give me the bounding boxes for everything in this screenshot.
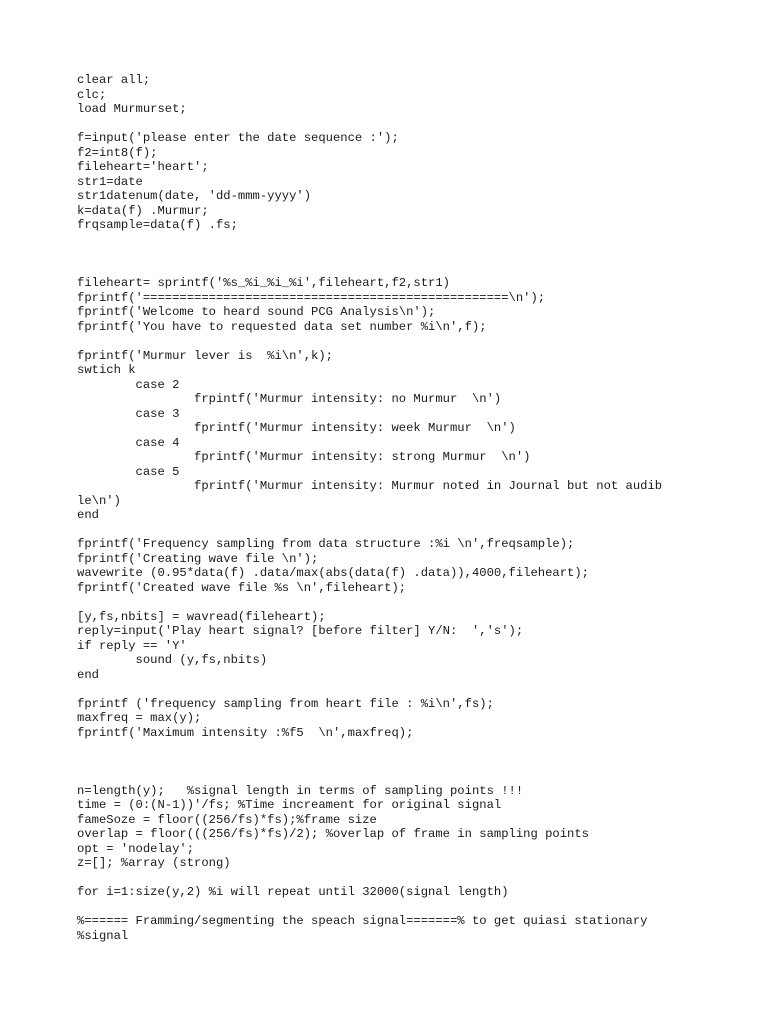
code-line: case 3 [77, 406, 180, 421]
code-line: reply=input('Play heart signal? [before filter] Y/N: ','s'); [77, 624, 524, 638]
code-line: sound (y,fs,nbits) [77, 653, 268, 667]
code-line: case 2 [77, 377, 180, 392]
code-line: f2=int8(f); [77, 145, 158, 160]
code-line: k=data(f) .Murmur; [77, 203, 209, 218]
code-line: for i=1:size(y,2) %i will repeat until 32000(signal length) [77, 885, 509, 899]
code-line: fprintf ('frequency sampling from heart file : %i\n',fs); [77, 696, 494, 711]
code-line: fprintf('Maximum intensity :%f5 \n',maxfreq); [77, 725, 414, 740]
code-line: clear all; [77, 73, 151, 87]
code-line: fprintf('Created wave file %s \n',fileheart); [77, 580, 407, 595]
code-line: swtich k [77, 363, 136, 377]
code-line: time = (0:(N-1))'/fs; %Time increament for original signal [77, 798, 502, 812]
code-line: fprintf('Murmur lever is %i\n',k); [77, 348, 333, 363]
code-line: le\n') [77, 493, 121, 508]
code-line: fameSoze = floor((256/fs)*fs);%frame size [77, 812, 377, 827]
code-line: f=input('please enter the date sequence :'); [77, 131, 399, 145]
code-line: if reply == 'Y' [77, 638, 187, 653]
code-line: clc; [77, 87, 107, 102]
code-line: maxfreq = max(y); [77, 711, 202, 725]
code-line: fileheart='heart'; [77, 160, 209, 174]
code-line: case 4 [77, 435, 180, 450]
code-line: [y,fs,nbits] = wavread(fileheart); [77, 609, 326, 624]
code-line: n=length(y); %signal length in terms of sampling points !!! [77, 783, 524, 798]
code-line: fprintf('==================================================\n'); [77, 290, 546, 305]
code-line: opt = 'nodelay'; [77, 841, 195, 856]
code-line: fprintf('You have to requested data set number %i\n',f); [77, 319, 487, 334]
code-line: fprintf('Welcome to heard sound PCG Analysis\n'); [77, 305, 436, 319]
code-line: frpintf('Murmur intensity: no Murmur \n') [77, 392, 502, 406]
code-line: fprintf('Murmur intensity: week Murmur \n') [77, 421, 516, 435]
code-line: fprintf('Murmur intensity: Murmur noted in Journal but not audib [77, 479, 663, 493]
code-line: frqsample=data(f) .fs; [77, 218, 238, 232]
code-line: str1datenum(date, 'dd-mmm-yyyy') [77, 189, 312, 203]
code-line: load Murmurset; [77, 102, 187, 116]
code-line: end [77, 508, 99, 522]
code-line: wavewrite (0.95*data(f) .data/max(abs(data(f) .data)),4000,fileheart); [77, 566, 589, 580]
code-line: fprintf('Murmur intensity: strong Murmur \n') [77, 450, 531, 464]
code-line: %====== Framming/segmenting the speach signal=======% to get quiasi stationary [77, 914, 648, 928]
code-line: %signal [77, 928, 129, 943]
code-line: case 5 [77, 464, 180, 479]
code-line: overlap = floor(((256/fs)*fs)/2); %overlap of frame in sampling points [77, 827, 589, 841]
code-line: fprintf('Creating wave file \n'); [77, 551, 319, 566]
code-line: end [77, 667, 99, 682]
code-line: fprintf('Frequency sampling from data structure :%i \n',freqsample); [77, 537, 575, 551]
code-line: fileheart= sprintf('%s_%i_%i_%i',fileheart,f2,str1) [77, 276, 450, 290]
code-line: z=[]; %array (strong) [77, 856, 231, 870]
code-line: str1=date [77, 174, 143, 189]
